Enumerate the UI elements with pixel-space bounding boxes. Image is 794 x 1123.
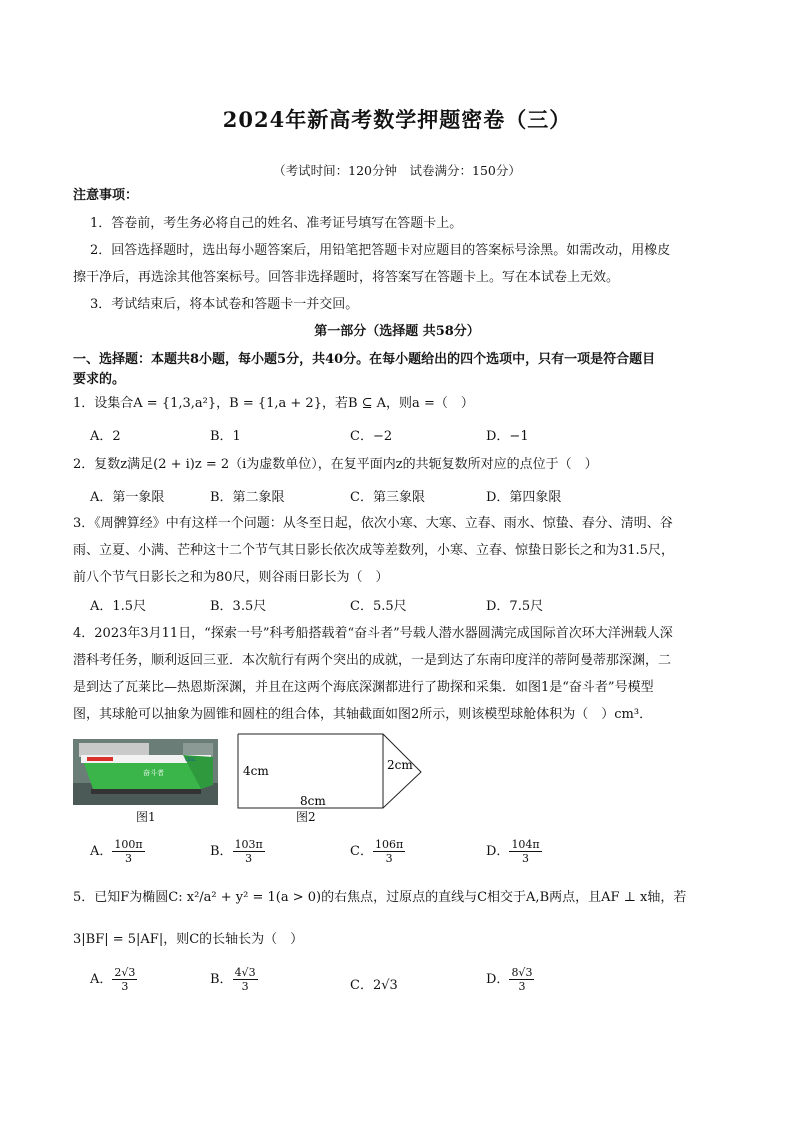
option-c[interactable]: C．第三象限 [350, 490, 425, 505]
option-a[interactable]: A．第一象限 [90, 490, 165, 505]
question-2-stem: 2．复数z满足(2 + i)z = 2（i为虚数单位），在复平面内z的共轭复数所对应的点位于（ ） [73, 457, 598, 472]
notice-item: 2．回答选择题时，选出每小题答案后，用铅笔把答题卡对应题目的答案标号涂黑。如需改动，用橡皮 [90, 243, 671, 258]
option-a[interactable]: A．2 [90, 429, 121, 444]
cone-label: 2cm [387, 758, 413, 772]
option-c[interactable]: C．5.5尺 [350, 599, 407, 614]
fraction: $\frac{104\pi}{3}$ [511, 838, 540, 865]
option-c[interactable]: C．−2 [350, 429, 393, 444]
option-d[interactable]: D．−1 [486, 429, 529, 444]
fraction: $\frac{8√3}{3}$ [511, 966, 533, 993]
question-4-options [90, 838, 710, 870]
question-4-stem: 是到达了瓦莱比—热恩斯深渊，并且在这两个海底深渊都进行了勘探和采集．如图1是“奋斗者”号模型 [73, 680, 654, 695]
cross-section-diagram [228, 732, 428, 810]
question-5-stem: 5．已知F为椭圆C: x²/a² + y² = 1(a > 0)的右焦点，过原点的直线与C相交于A,B两点，且AF ⊥ x轴，若 [73, 890, 687, 905]
question-4-stem: 4．2023年3月11日，“探索一号”科考船搭载着“奋斗者”号载人潜水器圆满完成国际首次环大洋洲载人深 [73, 626, 673, 641]
option-b[interactable]: B． $\frac{4√3}{3}$ [210, 966, 256, 993]
option-c[interactable]: C．2√3 [350, 978, 398, 993]
fraction: $\frac{2√3}{3}$ [114, 966, 136, 993]
question-4-stem: 图，其球舱可以抽象为圆锥和圆柱的组合体，其轴截面如图2所示，则该模型球舱体积为（ ）cm³． [73, 707, 653, 722]
option-b[interactable]: B．第二象限 [210, 490, 285, 505]
option-d[interactable]: D． $\frac{104\pi}{3}$ [486, 838, 540, 865]
question-3-stem: 前八个节气日影长之和为80尺，则谷雨日影长为（ ） [73, 570, 389, 585]
question-2-options [90, 486, 710, 508]
option-d[interactable]: D．第四象限 [486, 490, 562, 505]
exam-subtitle: （考试时间：120分钟 试卷满分：150分） [273, 163, 521, 178]
photo-label: 奋斗者 [143, 769, 164, 777]
option-b[interactable]: B．1 [210, 429, 241, 444]
option-b[interactable]: B．3.5尺 [210, 599, 267, 614]
width-label: 8cm [300, 794, 326, 808]
figure-2-caption: 图2 [296, 810, 316, 824]
question-5-stem: 3|BF| = 5|AF|，则C的长轴长为（ ） [73, 932, 304, 947]
question-3-stem: 雨、立夏、小满、芒种这十二个节气其日影长依次成等差数列，小寒、立春、惊蛰日影长之和为31.5尺， [73, 543, 674, 558]
option-d[interactable]: D．7.5尺 [486, 599, 544, 614]
option-a[interactable]: A． $\frac{100\pi}{3}$ [90, 838, 143, 865]
fraction: $\frac{4√3}{3}$ [234, 966, 256, 993]
fraction: $\frac{100\pi}{3}$ [114, 838, 143, 865]
option-a[interactable]: A．1.5尺 [90, 599, 147, 614]
notice-item: 1．答卷前，考生务必将自己的姓名、准考证号填写在答题卡上。 [90, 216, 463, 231]
photo-badge: CSSC [185, 757, 196, 762]
question-4-stem: 潜科考任务，顺利返回三亚．本次航行有两个突出的成就，一是到达了东南印度洋的蒂阿曼蒂那深渊，二 [73, 653, 672, 668]
height-label: 4cm [243, 764, 269, 778]
question-1-options [90, 425, 710, 447]
figure-1-caption: 图1 [136, 810, 156, 824]
option-a[interactable]: A． $\frac{2√3}{3}$ [90, 966, 136, 993]
option-b[interactable]: B． $\frac{103\pi}{3}$ [210, 838, 263, 865]
question-3-options [90, 595, 710, 617]
question-1-stem: 1．设集合A = {1,3,a²}，B = {1,a + 2}，若B ⊆ A，则a =（ ） [73, 396, 474, 411]
option-d[interactable]: D． $\frac{8√3}{3}$ [486, 966, 533, 993]
notice-item: 擦干净后，再选涂其他答案标号。回答非选择题时，将答案写在答题卡上。写在本试卷上无效。 [73, 270, 620, 285]
section-heading: 要求的。 [73, 372, 126, 387]
fraction: $\frac{103\pi}{3}$ [234, 838, 263, 865]
section-heading: 一、选择题：本题共8小题，每小题5分，共40分。在每小题给出的四个选项中，只有一项是符合题目 [73, 352, 656, 367]
option-c[interactable]: C． $\frac{106\pi}{3}$ [350, 838, 404, 865]
question-5-options [90, 966, 710, 1000]
notice-item: 3．考试结束后，将本试卷和答题卡一并交回。 [90, 297, 359, 312]
fraction: $\frac{106\pi}{3}$ [374, 838, 404, 865]
question-3-stem: 3．《周髀算经》中有这样一个问题：从冬至日起，依次小寒、大寒、立春、雨水、惊蛰、春分、清明、谷 [73, 516, 673, 531]
notice-heading: 注意事项： [73, 188, 139, 203]
part-title: 第一部分（选择题 共58分） [314, 324, 480, 339]
exam-title: 2024年新高考数学押题密卷（三） [222, 107, 572, 132]
submersible-photo [73, 739, 218, 805]
